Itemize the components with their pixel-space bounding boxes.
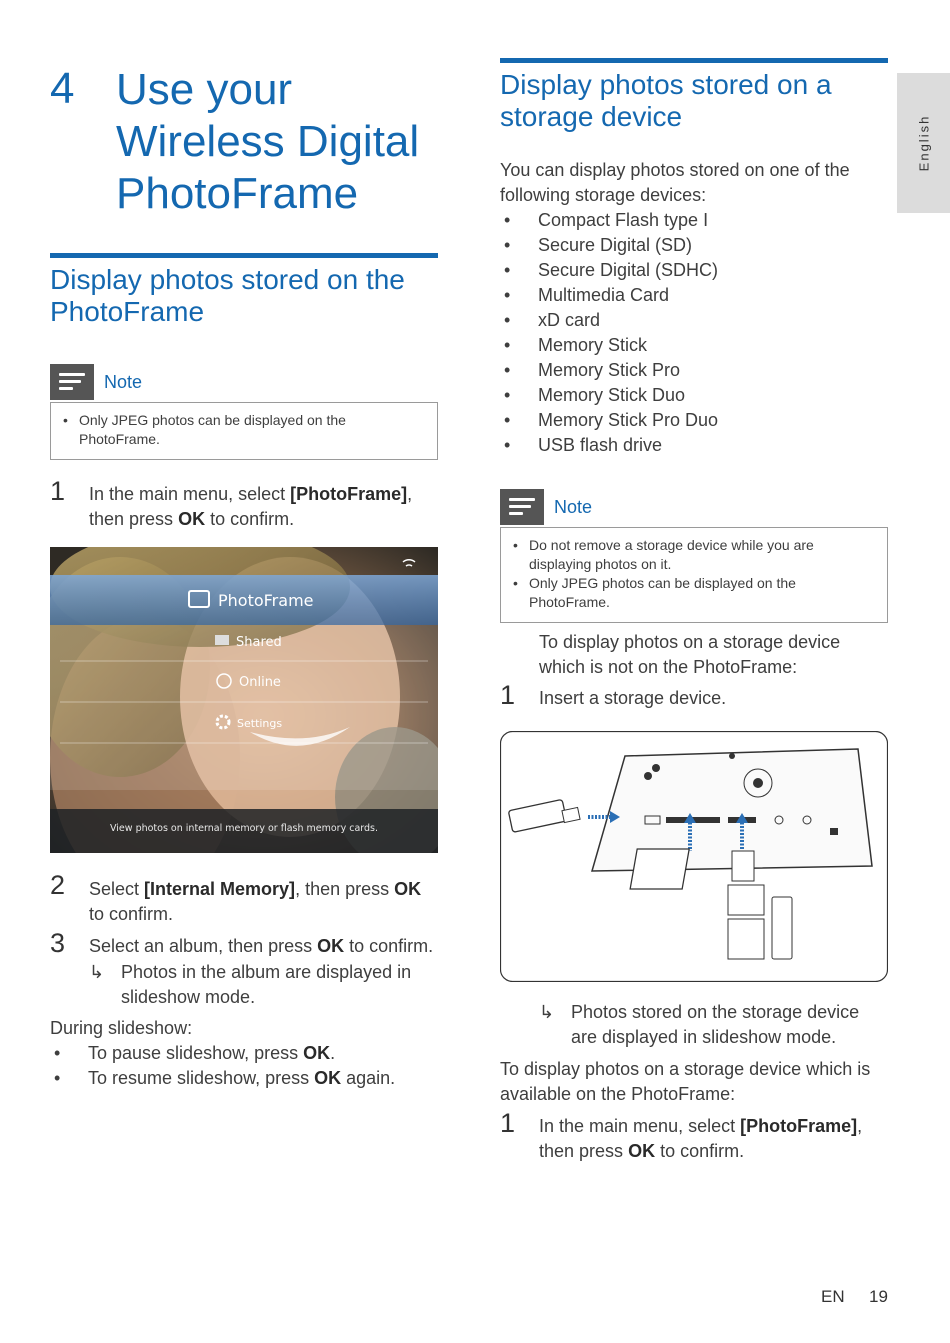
footer-language: EN: [821, 1287, 845, 1306]
menu-item-settings: Settings: [237, 717, 283, 730]
note-right: [500, 489, 888, 623]
note-item: • Only JPEG photos can be displayed on the PhotoFrame.: [59, 411, 429, 449]
list-item: • Memory Stick Pro Duo: [500, 408, 880, 433]
section-rule-right: [500, 58, 888, 63]
list-item: • xD card: [500, 308, 880, 333]
menu-item-shared: Shared: [236, 635, 282, 650]
section-title-left: Display photos stored on the PhotoFrame: [50, 264, 405, 327]
note-item: • Do not remove a storage device while you are displaying photos on it.: [509, 536, 879, 574]
step-text: Insert a storage device.: [539, 688, 727, 708]
list-item: • USB flash drive: [500, 433, 880, 458]
section-rule-left: [50, 253, 438, 258]
step-text: In the main menu, select [PhotoFrame], then press OK to confirm.: [539, 1116, 863, 1161]
insert-device-illustration: [500, 731, 888, 982]
mmc-card: [728, 919, 764, 959]
step-result: ↳ Photos in the album are displayed in slideshow mode.: [89, 962, 412, 1007]
step-number: 1: [50, 476, 66, 506]
shared-icon: [215, 635, 229, 645]
note-item: • Only JPEG photos can be displayed on the PhotoFrame.: [509, 574, 879, 612]
list-item: • To pause slideshow, press OK.: [50, 1041, 440, 1066]
list-item: • Memory Stick: [500, 333, 880, 358]
intro-text: You can display photos stored on one of the following storage devices:: [500, 160, 850, 205]
chapter-number: 4: [50, 64, 75, 113]
note-left: [50, 364, 438, 460]
step-result: ↳ Photos stored on the storage device are displayed in slideshow mode.: [539, 1002, 860, 1047]
list-item: • Secure Digital (SDHC): [500, 258, 880, 283]
list-item: • Multimedia Card: [500, 283, 880, 308]
list-item: • Memory Stick Pro: [500, 358, 880, 383]
list-item: • Memory Stick Duo: [500, 383, 880, 408]
photoframe-screenshot: [50, 547, 438, 853]
screen-caption: View photos on internal memory or flash memory cards.: [110, 823, 378, 834]
note-icon: [50, 364, 94, 400]
screen-title: PhotoFrame: [218, 591, 314, 610]
device-list: [500, 208, 880, 458]
step-text: In the main menu, select [PhotoFrame], then press OK to confirm.: [89, 484, 413, 529]
slideshow-bullets: [50, 1041, 440, 1091]
memory-stick: [772, 897, 792, 959]
list-item: • Secure Digital (SD): [500, 233, 880, 258]
page-number: 19: [869, 1287, 888, 1306]
note-icon: [500, 489, 544, 525]
sd-card: [728, 885, 764, 915]
note-label: Note: [554, 496, 593, 517]
result-arrow-icon: ↳: [89, 962, 105, 982]
during-label: During slideshow:: [50, 1018, 193, 1038]
step-number: 3: [50, 928, 66, 958]
step-text: Select [Internal Memory], then press OK to confirm.: [89, 879, 422, 924]
cf-card: [630, 849, 689, 889]
language-tab-label: English: [916, 114, 931, 172]
step-number: 2: [50, 870, 66, 900]
note-label: Note: [104, 371, 143, 392]
step-text: Select an album, then press OK to confirm.: [89, 936, 434, 956]
section-title-right: Display photos stored on a storage device: [500, 69, 832, 132]
step-number: 1: [500, 680, 516, 710]
result-arrow-icon: ↳: [539, 1002, 555, 1022]
instruction-text: To display photos on a storage device which is available on the PhotoFrame:: [500, 1059, 871, 1104]
menu-item-online: Online: [239, 675, 281, 690]
instruction-text: To display photos on a storage device which is not on the PhotoFrame:: [539, 632, 841, 677]
step-number: 1: [500, 1108, 516, 1138]
chapter-title: Use your Wireless Digital PhotoFrame: [116, 65, 420, 218]
list-item: • To resume slideshow, press OK again.: [50, 1066, 440, 1091]
language-tab: [897, 73, 950, 213]
list-item: • Compact Flash type I: [500, 208, 880, 233]
